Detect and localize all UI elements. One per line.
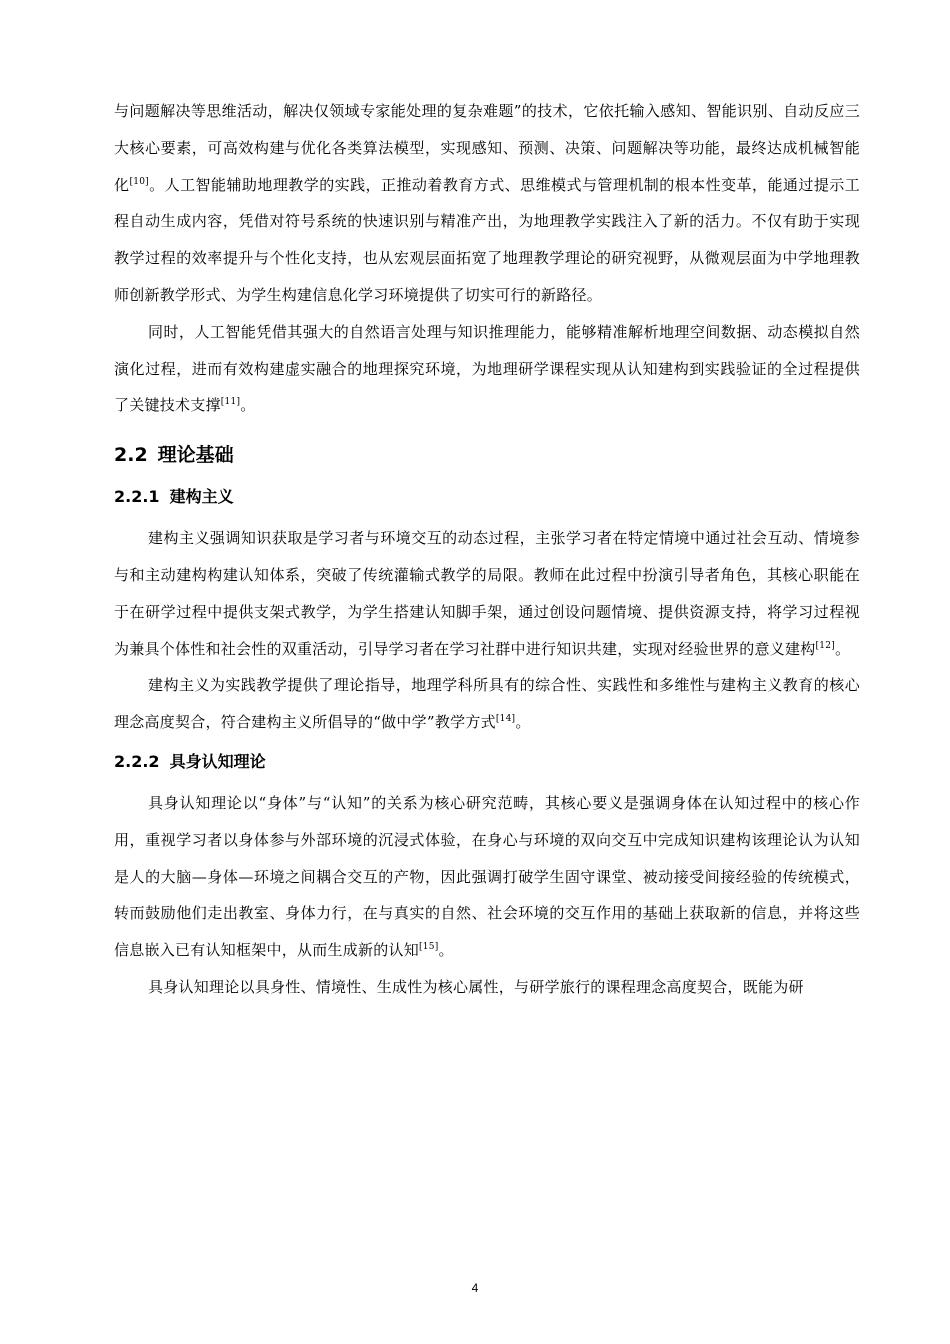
section-title: 具身认知理论 xyxy=(169,751,266,771)
subsection-heading-2-2-2 xyxy=(114,741,860,783)
paragraph-constructivism-practice xyxy=(114,667,860,741)
citation-ref: [10] xyxy=(129,176,149,187)
paragraph-ai-nlp-support xyxy=(114,314,860,424)
paragraph-text: 与问题解决等思维活动，解决仅领域专家能处理的复杂难题”的技术，它依托输入感知、智能识别、自动反应三大核心要素，可高效构建与优化各类算法模型，实现感知、预测、决策、问题解决等功能，最终达成机械智能化 xyxy=(114,102,860,194)
paragraph-constructivism-definition xyxy=(114,520,860,667)
paragraph-text: 建构主义强调知识获取是学习者与环境交互的动态过程，主张学习者在特定情境中通过社会互动、情境参与和主动建构构建认知体系，突破了传统灌输式教学的局限。教师在此过程中扮演引导者角色，其核心职能在于在研学过程中提供支架式教学，为学生搭建认知脚手架，通过创设问题情境、提供资源支持，将学习过程视为兼具个体性和社会性的双重活动，引导学习者在学习社群中进行知识共建，实现对经验世界的意义建构 xyxy=(114,529,860,658)
citation-ref: [12] xyxy=(815,640,835,651)
paragraph-text: 。 xyxy=(240,396,256,415)
paragraph-text: 。 xyxy=(438,941,454,960)
paragraph-text: 具身认知理论以具身性、情境性、生成性为核心属性，与研学旅行的课程理念高度契合，既能为研 xyxy=(148,977,804,996)
paragraph-embodied-cognition-attributes xyxy=(114,969,860,1006)
paragraph-text: 。人工智能辅助地理教学的实践，正推动着教育方式、思维模式与管理机制的根本性变革，能通过提示工程自动生成内容，凭借对符号系统的快速识别与精准产出，为地理教学实践注入了新的活力。不仅有助于实现教学过程的效率提升与个性化支持，也从宏观层面拓宽了地理教学理论的研究视野，从微观层面为中学地理教师创新教学形式、为学生构建信息化学习环境提供了切实可行的新路径。 xyxy=(114,175,860,304)
paragraph-text: 建构主义为实践教学提供了理论指导，地理学科所具有的综合性、实践性和多维性与建构主义教育的核心理念高度契合，符合建构主义所倡导的“做中学”教学方式 xyxy=(114,676,860,732)
section-title: 建构主义 xyxy=(169,487,234,507)
paragraph-ai-geography-teaching xyxy=(114,93,860,314)
page-number: 4 xyxy=(471,1281,479,1295)
citation-ref: [15] xyxy=(419,942,439,953)
paragraph-text: 具身认知理论以“身体”与“认知”的关系为核心研究范畴，其核心要义是强调身体在认知过程中的核心作用，重视学习者以身体参与外部环境的沉浸式体验，在身心与环境的双向交互中完成知识建构该理论认为认知是人的大脑—身体—环境之间耦合交互的产物，因此强调打破学生固守课堂、被动接受间接经验的传统模式，转而鼓励他们走出教室、身体力行，在与真实的自然、社会环境的交互作用的基础上获取新的信息，并将这些信息嵌入已有认知框架中，从而生成新的认知 xyxy=(114,793,860,960)
paragraph-text: 。 xyxy=(515,713,531,732)
section-title: 理论基础 xyxy=(157,444,234,467)
section-number: 2.2.1 xyxy=(114,487,160,507)
citation-ref: [14] xyxy=(495,714,516,725)
section-number: 2.2.2 xyxy=(114,751,160,771)
section-number: 2.2 xyxy=(114,444,148,467)
section-heading-2-2 xyxy=(114,434,860,476)
citation-ref: [11] xyxy=(220,397,241,408)
paragraph-text: 。 xyxy=(835,639,851,658)
subsection-heading-2-2-1 xyxy=(114,476,860,518)
page-content xyxy=(114,93,860,1006)
paragraph-embodied-cognition-definition xyxy=(114,785,860,969)
paragraph-text: 同时，人工智能凭借其强大的自然语言处理与知识推理能力，能够精准解析地理空间数据、动态模拟自然演化过程，进而有效构建虚实融合的地理探究环境，为地理研学课程实现从认知建构到实践验证的全过程提供了关键技术支撑 xyxy=(114,322,860,415)
